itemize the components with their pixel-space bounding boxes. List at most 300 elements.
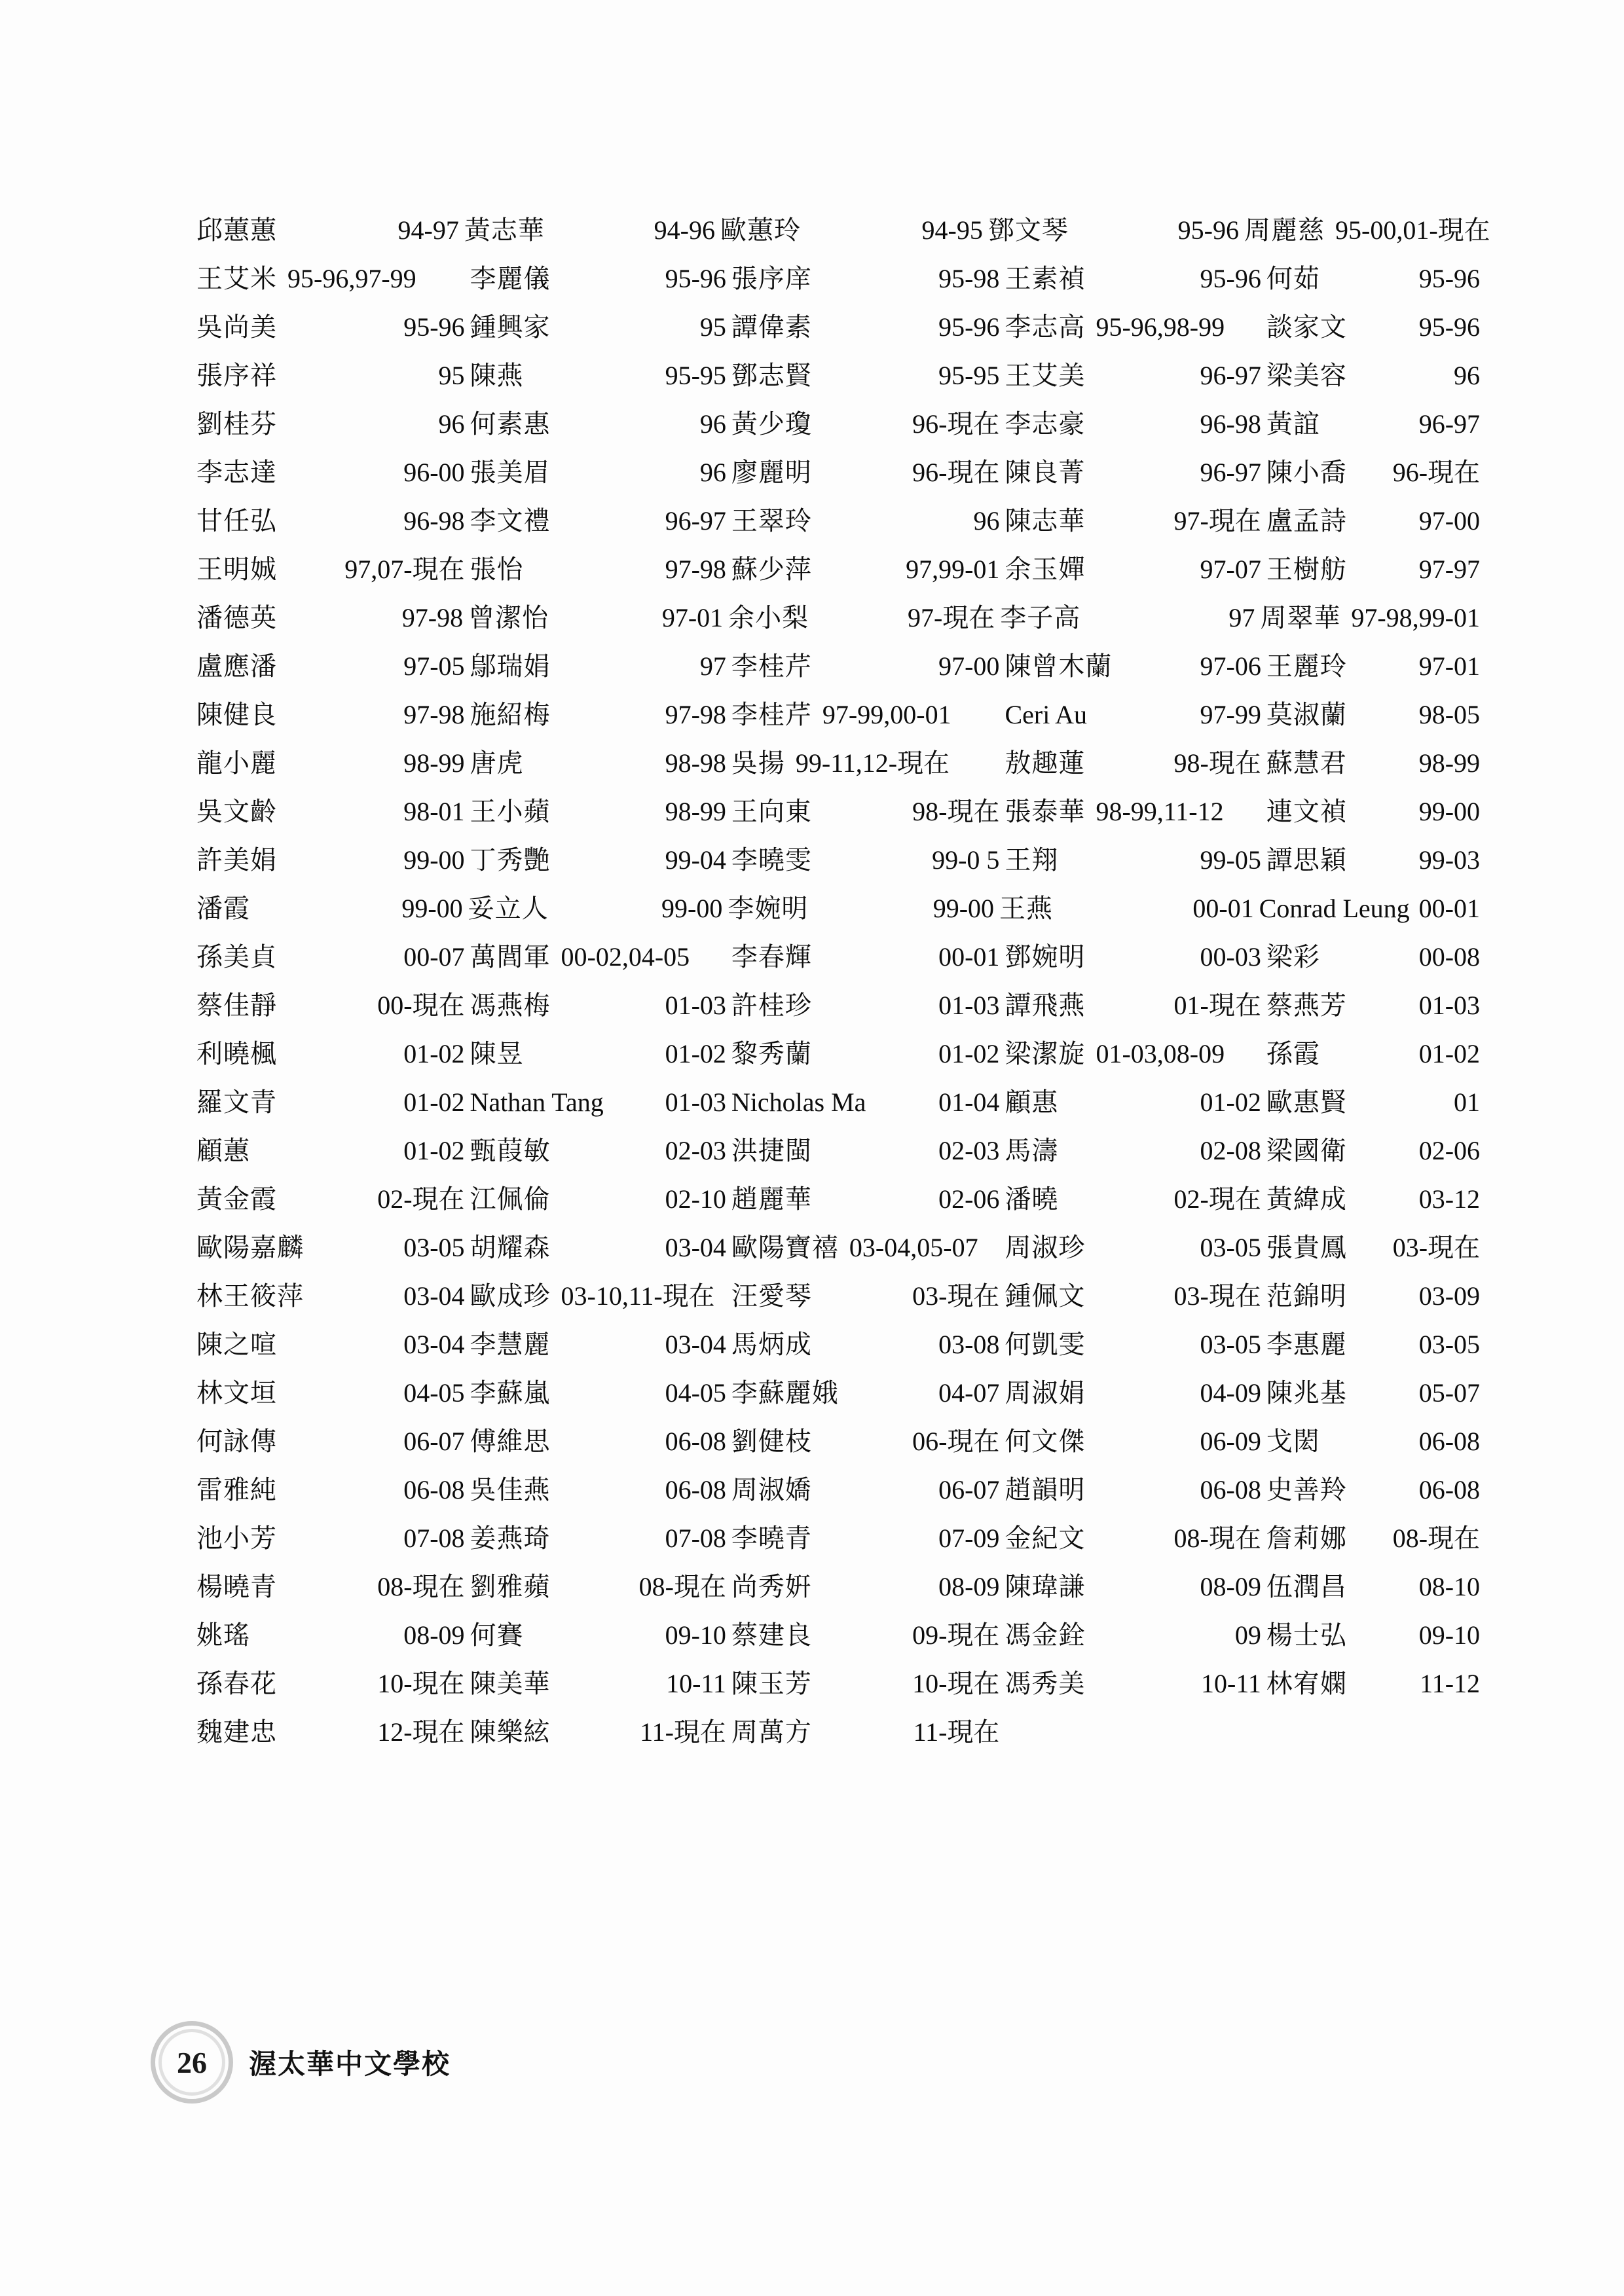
entry-years: 00-08 (1418, 942, 1481, 972)
roster-entry (470, 1087, 731, 1118)
entry-years: 95 (699, 312, 726, 342)
roster-entry (1260, 597, 1480, 634)
table-row (196, 403, 1480, 452)
entry-name: 李桂芹 (731, 700, 812, 730)
entry-years: 02-03 (665, 1136, 726, 1165)
entry-years: 09-現在 (912, 1620, 1000, 1650)
roster-entry (470, 985, 731, 1022)
entry-years: 95-98 (938, 264, 1000, 293)
entry-name: 梁彩 (1266, 942, 1320, 972)
table-row (196, 1372, 1480, 1421)
entry-name: 周翠華 (1260, 603, 1341, 633)
roster-entry (731, 1711, 1005, 1749)
table-row (196, 936, 1480, 985)
entry-name: 林王筱萍 (196, 1281, 304, 1311)
entry-name: 李志豪 (1005, 409, 1086, 439)
entry-years: 96-98 (403, 506, 465, 536)
entry-years: 94-95 (921, 215, 983, 245)
entry-name: 洪捷閩 (731, 1136, 812, 1166)
roster-entry (1244, 210, 1490, 247)
entry-years: 03-05 (403, 1233, 465, 1262)
entry-name: Ceri Au (1005, 700, 1087, 729)
entry-name: 林文垣 (196, 1378, 277, 1408)
roster-entry (1266, 742, 1480, 780)
entry-name: 鍾佩文 (1005, 1281, 1086, 1311)
roster-entry (1005, 742, 1266, 780)
entry-years: 07-09 (938, 1523, 1000, 1553)
entry-name: 甄葭敏 (470, 1136, 551, 1166)
entry-years: 00-02,04-05 (561, 942, 690, 972)
roster-entry (1266, 1082, 1480, 1119)
entry-years: 96-97 (1418, 409, 1481, 439)
roster-entry (470, 403, 731, 441)
entry-years: 98-05 (1418, 700, 1481, 729)
roster-entry (470, 1663, 731, 1700)
table-row (196, 1130, 1480, 1178)
entry-name: 黃志華 (464, 215, 545, 246)
entry-name: Nicholas Ma (731, 1087, 866, 1117)
entry-years: 97-98 (665, 555, 726, 584)
table-row (196, 791, 1480, 839)
entry-years: 96-98 (1200, 409, 1261, 439)
roster-entry (196, 210, 464, 247)
entry-name: 陳玉芳 (731, 1669, 812, 1699)
entry-years: 08-現在 (1392, 1523, 1481, 1553)
entry-name: 余玉嬋 (1005, 555, 1086, 585)
entry-years: 97-99,00-01 (822, 700, 951, 729)
entry-years: 00-01 (938, 942, 1000, 972)
entry-years: 98-98 (665, 748, 726, 778)
entry-years: 11-現在 (640, 1717, 726, 1747)
entry-years: 95-96 (1418, 312, 1481, 342)
table-row (196, 306, 1480, 355)
entry-years: 98-01 (403, 797, 465, 826)
roster-entry (731, 258, 1005, 295)
roster-entry (196, 1566, 470, 1603)
entry-name: 魏建忠 (196, 1717, 277, 1747)
roster-entry (1266, 694, 1480, 731)
entry-years: 95 (438, 361, 465, 390)
roster-entry (196, 936, 470, 974)
entry-name: 王向東 (731, 797, 812, 827)
roster-entry (1000, 597, 1260, 634)
roster-entry (470, 355, 731, 392)
roster-entry (1005, 355, 1266, 392)
entry-name: 陳燕 (470, 361, 524, 391)
roster-entry (470, 1711, 731, 1749)
table-row (196, 1275, 1480, 1324)
entry-years: 01-04 (938, 1087, 1000, 1117)
entry-years: 98-99 (1418, 748, 1481, 778)
entry-name: 李桂芹 (731, 651, 812, 682)
roster-entry (731, 500, 1005, 538)
roster-entry (196, 1711, 470, 1749)
roster-entry (470, 1275, 731, 1313)
roster-entry (196, 1324, 470, 1361)
roster-entry (1266, 1227, 1480, 1264)
entry-years: 96 (699, 409, 726, 439)
entry-years: 95-96 (938, 312, 1000, 342)
roster-entry (731, 1372, 1005, 1410)
entry-years: 97-01 (661, 603, 724, 632)
entry-name: 利曉楓 (196, 1039, 277, 1069)
entry-years: 01-現在 (1173, 991, 1261, 1020)
entry-name: 周淑嬌 (731, 1475, 812, 1505)
roster-entry (1266, 1275, 1480, 1313)
roster-entry (1266, 1614, 1480, 1652)
page-number-badge (151, 2021, 233, 2104)
roster-entry (196, 694, 470, 731)
entry-years: 03-04 (403, 1281, 465, 1311)
roster-entry (470, 1469, 731, 1506)
entry-years: 96 (1454, 361, 1481, 390)
entry-name: 李志達 (196, 458, 277, 488)
roster-entry (1266, 1178, 1480, 1216)
roster-entry (1005, 699, 1266, 730)
roster-entry (468, 888, 728, 925)
roster-entry (731, 985, 1005, 1022)
roster-entry (196, 1663, 470, 1700)
roster-entry (196, 1227, 470, 1264)
entry-name: 劉健枝 (731, 1427, 812, 1457)
entry-name: 姚瑤 (196, 1620, 250, 1650)
roster-entry (196, 742, 470, 780)
entry-name: 陳良菁 (1005, 458, 1086, 488)
roster-entry (1266, 1033, 1480, 1070)
roster-entry (731, 1518, 1005, 1555)
entry-name: 周萬方 (731, 1717, 812, 1747)
roster-entry (196, 1421, 470, 1458)
entry-name: 黃少瓊 (731, 409, 812, 439)
roster-entry (470, 1372, 731, 1410)
entry-years: 09-10 (665, 1620, 726, 1650)
entry-name: 趙麗華 (731, 1184, 812, 1214)
table-row (196, 1421, 1480, 1469)
table-row (196, 694, 1480, 742)
roster-entry (1266, 306, 1480, 344)
roster-entry (731, 306, 1005, 344)
roster-entry (196, 1082, 470, 1119)
entry-name: 余小梨 (728, 603, 809, 633)
entry-name: 王艾美 (1005, 361, 1086, 391)
roster-entry (731, 355, 1005, 392)
entry-name: 羅文青 (196, 1087, 277, 1118)
roster-entry (1005, 1130, 1266, 1167)
roster-entry (1005, 500, 1266, 538)
entry-name: 潘霞 (196, 894, 250, 924)
roster-entry (731, 549, 1005, 586)
roster-entry (731, 742, 1005, 780)
entry-name: 張序庠 (731, 264, 812, 294)
roster-entry (1266, 1421, 1480, 1458)
entry-years: 09 (1234, 1620, 1261, 1650)
entry-name: 吳佳燕 (470, 1475, 551, 1505)
entry-name: 王艾米 (196, 264, 277, 294)
entry-name: 鍾興家 (470, 312, 551, 342)
entry-years: 95-96 (1177, 215, 1239, 245)
entry-years: 99-11,12-現在 (795, 748, 950, 778)
entry-years: 06-07 (938, 1475, 1000, 1504)
roster-entry (1005, 791, 1266, 828)
entry-name: 陳健良 (196, 700, 277, 730)
entry-years: 03-05 (1200, 1330, 1261, 1359)
entry-years: 06-08 (665, 1427, 726, 1456)
entry-years: 97-97 (1418, 555, 1481, 584)
entry-name: 蔡建良 (731, 1620, 812, 1650)
entry-years: 10-11 (666, 1669, 726, 1698)
roster-entry (1266, 791, 1480, 828)
entry-name: Conrad Leung (1259, 894, 1410, 923)
roster-entry (1005, 1518, 1266, 1555)
entry-years: 01-02 (938, 1039, 1000, 1068)
entry-name: 馬濤 (1005, 1136, 1059, 1166)
roster-entry (1005, 403, 1266, 441)
entry-name: 范錦明 (1266, 1281, 1347, 1311)
roster-entry (196, 403, 470, 441)
entry-name: 戈閎 (1266, 1427, 1320, 1457)
table-row (196, 1082, 1480, 1130)
entry-years: 08-現在 (377, 1572, 465, 1601)
table-row (196, 549, 1480, 597)
table-row (196, 1663, 1480, 1711)
entry-years: 03-現在 (1392, 1233, 1481, 1262)
roster-entry (728, 597, 1000, 634)
entry-years: 98-現在 (912, 797, 1000, 826)
entry-years: 01-02 (403, 1039, 465, 1068)
entry-name: 李春輝 (731, 942, 812, 972)
entry-years: 04-09 (1200, 1378, 1261, 1408)
entry-name: 談家文 (1266, 312, 1347, 342)
entry-name: 傅維思 (470, 1427, 551, 1457)
roster-entry (731, 1033, 1005, 1070)
roster-entry (196, 500, 470, 538)
entry-years: 97-98 (665, 700, 726, 729)
entry-name: 梁潔旋 (1005, 1039, 1086, 1069)
roster-entry (731, 839, 1005, 877)
entry-name: 陳美華 (470, 1669, 551, 1699)
roster-entry (731, 452, 1005, 489)
roster-entry (988, 210, 1244, 247)
table-row (196, 1711, 1480, 1760)
roster-entry (1266, 1469, 1480, 1506)
entry-years: 95-96 (403, 312, 465, 342)
entry-years: 11-現在 (913, 1717, 1000, 1747)
table-row (196, 355, 1480, 403)
entry-years: 97,99-01 (906, 555, 1000, 584)
entry-name: 邱蕙蕙 (196, 215, 277, 246)
entry-name: 池小芳 (196, 1523, 277, 1554)
entry-name: 丁秀艷 (470, 845, 551, 875)
entry-name: 潘德英 (196, 603, 277, 633)
entry-name: 王素禎 (1005, 264, 1086, 294)
roster-entry (470, 1566, 731, 1603)
roster-entry (196, 1372, 470, 1410)
entry-years: 97-06 (1200, 651, 1261, 681)
entry-name: 吳尚美 (196, 312, 277, 342)
entry-name: 陳瑋謙 (1005, 1572, 1086, 1602)
entry-years: 06-09 (1200, 1427, 1261, 1456)
roster-entry (731, 646, 1005, 683)
roster-entry (1266, 549, 1480, 586)
entry-name: 王翠玲 (731, 506, 812, 536)
entry-years: 97-98 (403, 700, 465, 729)
entry-years: 02-06 (938, 1184, 1000, 1214)
entry-years: 03-10,11-現在 (561, 1281, 715, 1311)
entry-name: 譚思穎 (1266, 845, 1347, 875)
entry-name: 陳小喬 (1266, 458, 1347, 488)
roster-entry (1005, 1178, 1266, 1216)
entry-name: 鄧志賢 (731, 361, 812, 391)
entry-years: 10-現在 (377, 1669, 465, 1698)
entry-years: 01 (1454, 1087, 1481, 1117)
roster-entry (999, 888, 1259, 925)
entry-name: 張怡 (470, 555, 524, 585)
entry-name: 吳揚 (731, 748, 785, 778)
entry-years: 03-現在 (912, 1281, 1000, 1311)
roster-entry (1005, 1082, 1266, 1119)
entry-years: 95-95 (938, 361, 1000, 390)
entry-name: 劉桂芬 (196, 409, 277, 439)
roster-entry (1005, 549, 1266, 586)
entry-name: 甘任弘 (196, 506, 277, 536)
entry-years: 97-01 (1418, 651, 1481, 681)
entry-name: 孫霞 (1266, 1039, 1320, 1069)
roster-entry (1266, 936, 1480, 974)
entry-name: 王明娍 (196, 555, 277, 585)
entry-name: 連文禎 (1266, 797, 1347, 827)
entry-name: 胡耀森 (470, 1233, 551, 1263)
roster-entry (1266, 1663, 1480, 1700)
table-row (196, 1614, 1480, 1663)
roster-entry (470, 646, 731, 683)
entry-name: 何茹 (1266, 264, 1320, 294)
roster-entry (470, 936, 731, 974)
roster-entry (731, 1324, 1005, 1361)
entry-years: 01-03 (665, 1087, 726, 1117)
roster-entry (731, 1130, 1005, 1167)
entry-years: 97-00 (1418, 506, 1481, 536)
entry-name: 汪愛琴 (731, 1281, 812, 1311)
entry-name: 盧應潘 (196, 651, 277, 682)
entry-years: 02-現在 (377, 1184, 465, 1214)
entry-name: 李文禮 (470, 506, 551, 536)
entry-years: 03-04 (665, 1330, 726, 1359)
table-row (196, 985, 1480, 1033)
entry-name: 敖趣蓮 (1005, 748, 1086, 778)
entry-name: 曾潔怡 (468, 603, 549, 633)
entry-name: 陳兆基 (1266, 1378, 1347, 1408)
entry-years: 95-96,97-99 (287, 264, 416, 293)
entry-years: 97,07-現在 (344, 555, 465, 584)
entry-name: 何素惠 (470, 409, 551, 439)
entry-years: 03-12 (1418, 1184, 1481, 1214)
roster-entry (1005, 1614, 1266, 1652)
entry-years: 01-02 (1418, 1039, 1481, 1068)
entry-years: 97-98,99-01 (1351, 603, 1480, 632)
roster-entry (731, 936, 1005, 974)
table-row (196, 597, 1480, 646)
entry-years: 06-08 (1418, 1475, 1481, 1504)
entry-name: 顧惠 (1005, 1087, 1059, 1118)
entry-years: 97 (1228, 603, 1255, 632)
entry-years: 02-06 (1418, 1136, 1481, 1165)
entry-years: 03-05 (1418, 1330, 1481, 1359)
entry-years: 06-08 (403, 1475, 465, 1504)
roster-entry (1005, 1227, 1266, 1264)
roster-entry (196, 355, 470, 392)
roster-entry (196, 549, 470, 586)
roster-entry (731, 1178, 1005, 1216)
entry-name: 孫美貞 (196, 942, 277, 972)
entry-years: 02-10 (665, 1184, 726, 1214)
entry-name: 萬閭軍 (470, 942, 551, 972)
entry-years: 95-96 (665, 264, 726, 293)
entry-name: 周淑娟 (1005, 1378, 1086, 1408)
entry-name: 張泰華 (1005, 797, 1086, 827)
table-row (196, 452, 1480, 500)
page-number: 26 (177, 2045, 207, 2079)
entry-name: 張美眉 (470, 458, 551, 488)
entry-name: 江佩倫 (470, 1184, 551, 1214)
entry-name: 吳文齡 (196, 797, 277, 827)
entry-years: 04-05 (403, 1378, 465, 1408)
roster-entry (1266, 258, 1480, 295)
roster-entry (1266, 646, 1480, 683)
entry-name: 陳樂絃 (470, 1717, 551, 1747)
entry-years: 05-07 (1418, 1378, 1481, 1408)
entry-years: 01-03 (1418, 991, 1481, 1020)
entry-years: 96-97 (1200, 361, 1261, 390)
roster-entry (196, 1178, 470, 1216)
entry-years: 03-04,05-07 (849, 1233, 978, 1262)
entry-name: 李曉青 (731, 1523, 812, 1554)
roster-entry (196, 1130, 470, 1167)
entry-years: 01-02 (403, 1136, 465, 1165)
roster-entry (1005, 1372, 1266, 1410)
roster-entry (470, 452, 731, 489)
roster-entry (731, 694, 1005, 731)
entry-name: 王樹舫 (1266, 555, 1347, 585)
entry-name: 譚偉素 (731, 312, 812, 342)
entry-years: 06-08 (1418, 1427, 1481, 1456)
entry-name: 張序祥 (196, 361, 277, 391)
entry-name: 王燕 (999, 894, 1054, 924)
entry-years: 96-97 (1200, 458, 1261, 487)
entry-name: 馮燕梅 (470, 991, 551, 1021)
entry-years: 95-96 (1418, 264, 1481, 293)
page-footer (151, 2016, 740, 2108)
entry-name: 陳曾木蘭 (1005, 651, 1113, 682)
entry-name: 龍小麗 (196, 748, 277, 778)
entry-name: 楊曉青 (196, 1572, 277, 1602)
entry-years: 06-08 (665, 1475, 726, 1504)
entry-name: 李惠麗 (1266, 1330, 1347, 1360)
entry-years: 03-現在 (1173, 1281, 1261, 1311)
roster-entry (1266, 452, 1480, 489)
roster-entry (1266, 1518, 1480, 1555)
entry-years: 97-00 (938, 651, 1000, 681)
table-row (196, 1469, 1480, 1518)
entry-years: 00-01 (1192, 894, 1254, 923)
roster-entry (196, 839, 470, 877)
roster-entry (470, 742, 731, 780)
roster-entry (1005, 1421, 1266, 1458)
entry-name: 黃緯成 (1266, 1184, 1347, 1214)
roster-entry (470, 1178, 731, 1216)
entry-years: 07-08 (665, 1523, 726, 1553)
entry-years: 97-99 (1200, 700, 1261, 729)
entry-name: 歐陽嘉麟 (196, 1233, 304, 1263)
